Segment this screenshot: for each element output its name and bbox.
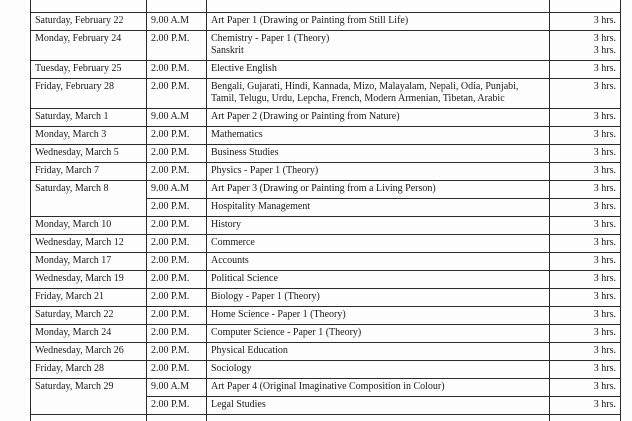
exam-time: 9.00 A.M (147, 181, 207, 199)
subject-line: Physical Education (211, 345, 288, 356)
exam-subject (207, 361, 550, 379)
exam-duration (550, 145, 621, 163)
subject-line: Hospitality Management (211, 201, 311, 212)
table-row (31, 109, 621, 127)
exam-duration (550, 61, 621, 79)
exam-duration (550, 163, 621, 181)
exam-subject (207, 325, 550, 343)
exam-duration (550, 415, 621, 421)
exam-duration (550, 127, 621, 145)
duration-line: 3 hrs. (593, 399, 616, 410)
exam-subject (207, 235, 550, 253)
duration-line: 3 hrs. (593, 183, 616, 194)
exam-time: 2.00 P.M. (147, 31, 207, 61)
table-row (31, 235, 621, 253)
exam-date: Wednesday, March 19 (31, 271, 147, 289)
exam-duration (550, 361, 621, 379)
exam-duration (550, 253, 621, 271)
exam-time: 9.00 A.M (147, 109, 207, 127)
exam-subject (207, 145, 550, 163)
table-row (31, 127, 621, 145)
duration-line: 3 hrs. (593, 45, 616, 56)
table-row (31, 163, 621, 181)
exam-time: 2.00 P.M. (147, 79, 207, 109)
exam-date: Saturday, March 22 (31, 307, 147, 325)
duration-line: 3 hrs. (593, 15, 616, 26)
exam-duration (550, 271, 621, 289)
exam-subject (207, 79, 550, 109)
exam-date: Friday, March 21 (31, 289, 147, 307)
exam-subject (207, 289, 550, 307)
timetable-body (31, 0, 621, 421)
exam-date: Friday, March 7 (31, 163, 147, 181)
subject-line: Sanskrit (211, 45, 244, 56)
table-row (31, 415, 621, 421)
table-row (31, 145, 621, 163)
subject-line: Home Science - Paper 1 (Theory) (211, 309, 346, 320)
table-row (31, 253, 621, 271)
exam-time: 2.00 P.M. (147, 199, 207, 217)
subject-line: Art Paper 2 (Drawing or Painting from Nature) (211, 111, 400, 122)
subject-line: Legal Studies (211, 399, 266, 410)
exam-time: 2.00 P.M. (147, 307, 207, 325)
duration-line: 3 hrs. (593, 327, 616, 338)
exam-date: Monday, February 24 (31, 31, 147, 61)
exam-time: 2.00 P.M. (147, 163, 207, 181)
exam-date: Saturday, February 22 (31, 13, 147, 31)
duration-line: 3 hrs. (593, 363, 616, 374)
duration-line: 3 hrs. (593, 291, 616, 302)
exam-time: 9.00 A.M (147, 379, 207, 397)
exam-time: 2.00 P.M. (147, 271, 207, 289)
subject-line: Accounts (211, 255, 249, 266)
table-row (31, 0, 621, 13)
table-row (31, 343, 621, 361)
exam-subject (207, 31, 550, 61)
table-row (31, 79, 621, 109)
duration-line: 3 hrs. (593, 219, 616, 230)
exam-date: Wednesday, March 26 (31, 343, 147, 361)
exam-duration (550, 181, 621, 199)
exam-time: 2.00 P.M. (147, 217, 207, 235)
subject-line: Art Paper 1 (Drawing or Painting from Still Life) (211, 15, 409, 26)
subject-line: Art Paper 4 (Original Imaginative Composition in Colour) (211, 381, 445, 392)
exam-duration (550, 397, 621, 415)
table-row (31, 271, 621, 289)
exam-date: Wednesday, March 5 (31, 145, 147, 163)
table-row (31, 13, 621, 31)
subject-line: Tamil, Telugu, Urdu, Lepcha, French, Modern Armenian, Tibetan, Arabic (211, 93, 505, 104)
subject-line: Art Paper 3 (Drawing or Painting from a Living Person) (211, 183, 436, 194)
duration-line: 3 hrs. (593, 147, 616, 158)
exam-date: Saturday, March 8 (31, 181, 147, 217)
exam-time: 2.00 P.M. (147, 235, 207, 253)
exam-time: 2.00 P.M. (147, 61, 207, 79)
exam-subject (207, 217, 550, 235)
exam-subject (207, 109, 550, 127)
exam-time: 2.00 P.M. (147, 343, 207, 361)
duration-line: 3 hrs. (593, 273, 616, 284)
exam-date: Tuesday, February 25 (31, 61, 147, 79)
exam-subject (207, 181, 550, 199)
duration-line: 3 hrs. (593, 63, 616, 74)
subject-line: Computer Science - Paper 1 (Theory) (211, 327, 362, 338)
duration-line: 3 hrs. (593, 33, 616, 44)
subject-line: Bengali, Gujarati, Hindi, Kannada, Mizo, Malayalam, Nepali, Odia, Punjabi, (211, 81, 519, 92)
table-row (31, 289, 621, 307)
exam-date: Monday, March 3 (31, 127, 147, 145)
exam-date (31, 0, 147, 13)
exam-duration (550, 199, 621, 217)
exam-time (147, 0, 207, 13)
exam-duration (550, 217, 621, 235)
table-row (31, 307, 621, 325)
duration-line: 3 hrs. (593, 381, 616, 392)
exam-date (31, 415, 147, 421)
table-row (31, 379, 621, 397)
table-row (31, 217, 621, 235)
exam-duration (550, 109, 621, 127)
subject-line: Elective English (211, 63, 277, 74)
table-row (31, 325, 621, 343)
exam-duration (550, 79, 621, 109)
exam-date: Saturday, March 1 (31, 109, 147, 127)
table-row (31, 61, 621, 79)
exam-subject (207, 253, 550, 271)
exam-subject (207, 379, 550, 397)
exam-time: 2.00 P.M. (147, 397, 207, 415)
exam-date: Monday, March 24 (31, 325, 147, 343)
exam-subject (207, 13, 550, 31)
subject-line: Physics - Paper 1 (Theory) (211, 165, 319, 176)
table-row (31, 361, 621, 379)
exam-time: 2.00 P.M. (147, 127, 207, 145)
exam-time: 9.00 A.M (147, 13, 207, 31)
duration-line: 3 hrs. (593, 237, 616, 248)
exam-subject (207, 127, 550, 145)
exam-duration (550, 343, 621, 361)
exam-subject (207, 307, 550, 325)
exam-duration (550, 0, 621, 13)
table-row (31, 181, 621, 199)
exam-duration (550, 289, 621, 307)
exam-subject (207, 415, 550, 421)
subject-line: Political Science (211, 273, 278, 284)
exam-time: 2.00 P.M. (147, 361, 207, 379)
subject-line: Sociology (211, 363, 252, 374)
exam-time: 2.00 P.M. (147, 253, 207, 271)
exam-date: Wednesday, March 12 (31, 235, 147, 253)
exam-time: 2.00 P.M. (147, 289, 207, 307)
duration-line: 3 hrs. (593, 201, 616, 212)
exam-subject (207, 397, 550, 415)
subject-line: Commerce (211, 237, 255, 248)
exam-date: Friday, March 28 (31, 361, 147, 379)
exam-duration (550, 325, 621, 343)
subject-line: Mathematics (211, 129, 263, 140)
subject-line: History (211, 219, 241, 230)
subject-line: Chemistry - Paper 1 (Theory) (211, 33, 330, 44)
exam-subject (207, 271, 550, 289)
duration-line: 3 hrs. (593, 111, 616, 122)
exam-duration (550, 31, 621, 61)
duration-line: 3 hrs. (593, 345, 616, 356)
duration-line: 3 hrs. (593, 81, 616, 92)
duration-line: 3 hrs. (593, 255, 616, 266)
subject-line: Business Studies (211, 147, 279, 158)
exam-subject (207, 163, 550, 181)
exam-subject (207, 343, 550, 361)
exam-subject (207, 61, 550, 79)
exam-subject (207, 199, 550, 217)
exam-timetable (30, 0, 621, 421)
exam-date: Saturday, March 29 (31, 379, 147, 415)
duration-line: 3 hrs. (593, 309, 616, 320)
exam-date: Monday, March 10 (31, 217, 147, 235)
subject-line: Biology - Paper 1 (Theory) (211, 291, 320, 302)
exam-duration (550, 235, 621, 253)
exam-time: 2.00 P.M. (147, 325, 207, 343)
exam-date: Friday, February 28 (31, 79, 147, 109)
exam-duration (550, 307, 621, 325)
exam-time: 2.00 P.M. (147, 145, 207, 163)
duration-line: 3 hrs. (593, 165, 616, 176)
duration-line: 3 hrs. (593, 129, 616, 140)
exam-duration (550, 13, 621, 31)
exam-date: Monday, March 17 (31, 253, 147, 271)
exam-time (147, 415, 207, 421)
exam-subject (207, 0, 550, 13)
exam-duration (550, 379, 621, 397)
table-row (31, 31, 621, 61)
